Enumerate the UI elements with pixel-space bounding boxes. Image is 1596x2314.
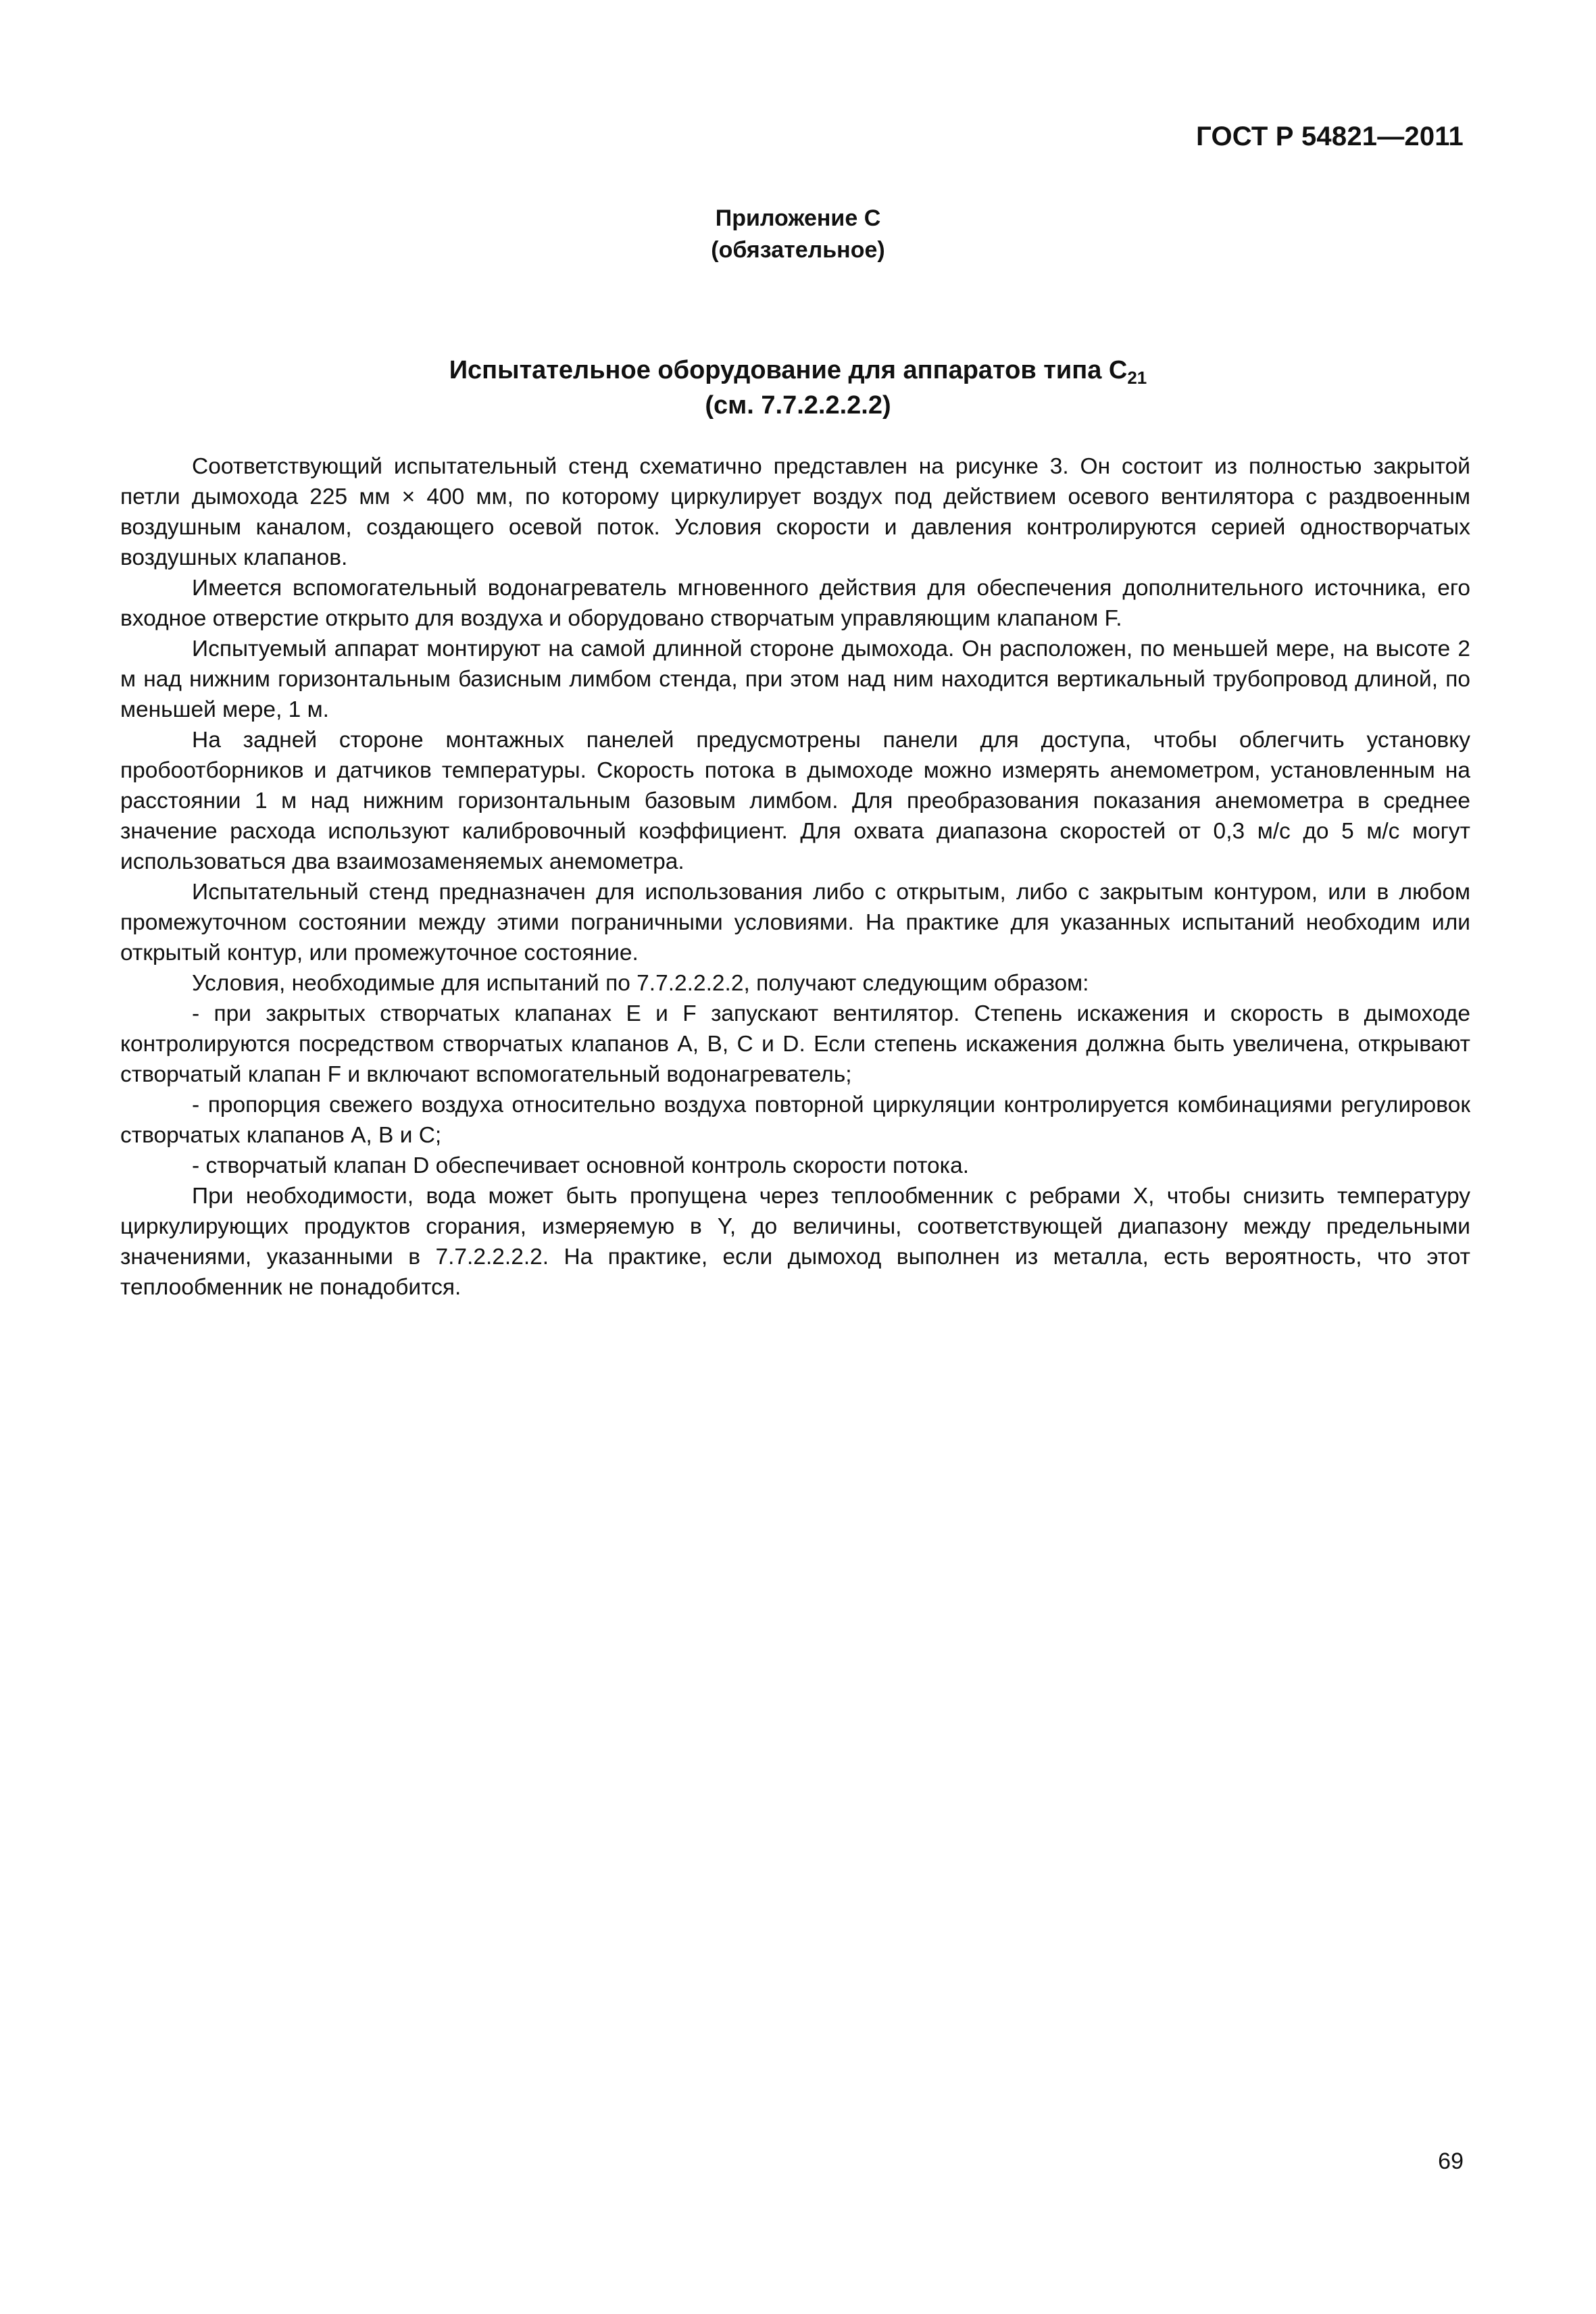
list-item: - при закрытых створчатых клапанах Е и F запускают вентилятор. Степень искажения и скорость в дымоходе контролируются посредством створчатых клапанов А, В, С и D. Если степень искажения должна быть увеличена, открывают створчатый клапан F и включают вспомогательный водонагреватель; (120, 1001, 1470, 1087)
section-title-text: Испытательное оборудование для аппаратов типа С (449, 356, 1128, 384)
section-title-subscript: 21 (1127, 368, 1147, 388)
paragraph: На задней стороне монтажных панелей предусмотрены панели для доступа, чтобы облегчить установку пробоотборников и датчиков температуры. Скорость потока в дымоходе можно измерять анемометром, установленным на расстоянии 1 м над нижним горизонтальным базовым лимбом. Для преобразования показания анемометра в среднее значение расхода используют калибровочный коэффициент. Для охвата диапазона скоростей от 0,3 м/с до 5 м/с могут использоваться два взаимозаменяемых анемометра. (120, 728, 1470, 874)
list-item: - пропорция свежего воздуха относительно воздуха повторной циркуляции контролируется комбинациями регулировок створчатых клапанов А, В и С; (120, 1092, 1470, 1148)
annex-heading (0, 203, 1596, 266)
annex-status: (обязательное) (711, 237, 885, 263)
paragraph: Испытательный стенд предназначен для использования либо с открытым, либо с закрытым контуром, или в любом промежуточном состоянии между этими пограничными условиями. На практике для указанных испытаний необходим или открытый контур, или промежуточное состояние. (120, 880, 1470, 965)
paragraph: Соответствующий испытательный стенд схематично представлен на рисунке 3. Он состоит из полностью закрытой петли дымохода 225 мм × 400 мм, по которому циркулирует воздух под действием осевого вентилятора с раздвоенным воздушным каналом, создающего осевой поток. Условия скорости и давления контролируются серией одностворчатых воздушных клапанов. (120, 454, 1470, 570)
body-text (120, 451, 1470, 1303)
section-title-reference: (см. 7.7.2.2.2.2) (705, 391, 891, 420)
section-title-main (0, 353, 1596, 388)
paragraph: Условия, необходимые для испытаний по 7.7.2.2.2.2, получают следующим образом: (192, 971, 1089, 996)
annex-title: Приложение С (715, 205, 881, 231)
section-title (0, 353, 1596, 423)
list-item: - створчатый клапан D обеспечивает основной контроль скорости потока. (192, 1153, 970, 1178)
paragraph: Имеется вспомогательный водонагреватель мгновенного действия для обеспечения дополнительного источника, его входное отверстие открыто для воздуха и оборудовано створчатым управляющим клапаном F. (120, 576, 1470, 631)
paragraph: Испытуемый аппарат монтируют на самой длинной стороне дымохода. Он расположен, по меньшей мере, на высоте 2 м над нижним горизонтальным базисным лимбом стенда, при этом над ним находится вертикальный трубопровод длиной, по меньшей мере, 1 м. (120, 636, 1470, 722)
paragraph: При необходимости, вода может быть пропущена через теплообменник с ребрами X, чтобы снизить температуру циркулирующих продуктов сгорания, измеряемую в Y, до величины, соответствующей диапазону между предельными значениями, указанными в 7.7.2.2.2.2. На практике, если дымоход выполнен из металла, есть вероятность, что этот теплообменник не понадобится. (120, 1184, 1470, 1300)
document-code: ГОСТ Р 54821—2011 (1196, 122, 1464, 151)
page-number: 69 (1438, 2148, 1464, 2174)
